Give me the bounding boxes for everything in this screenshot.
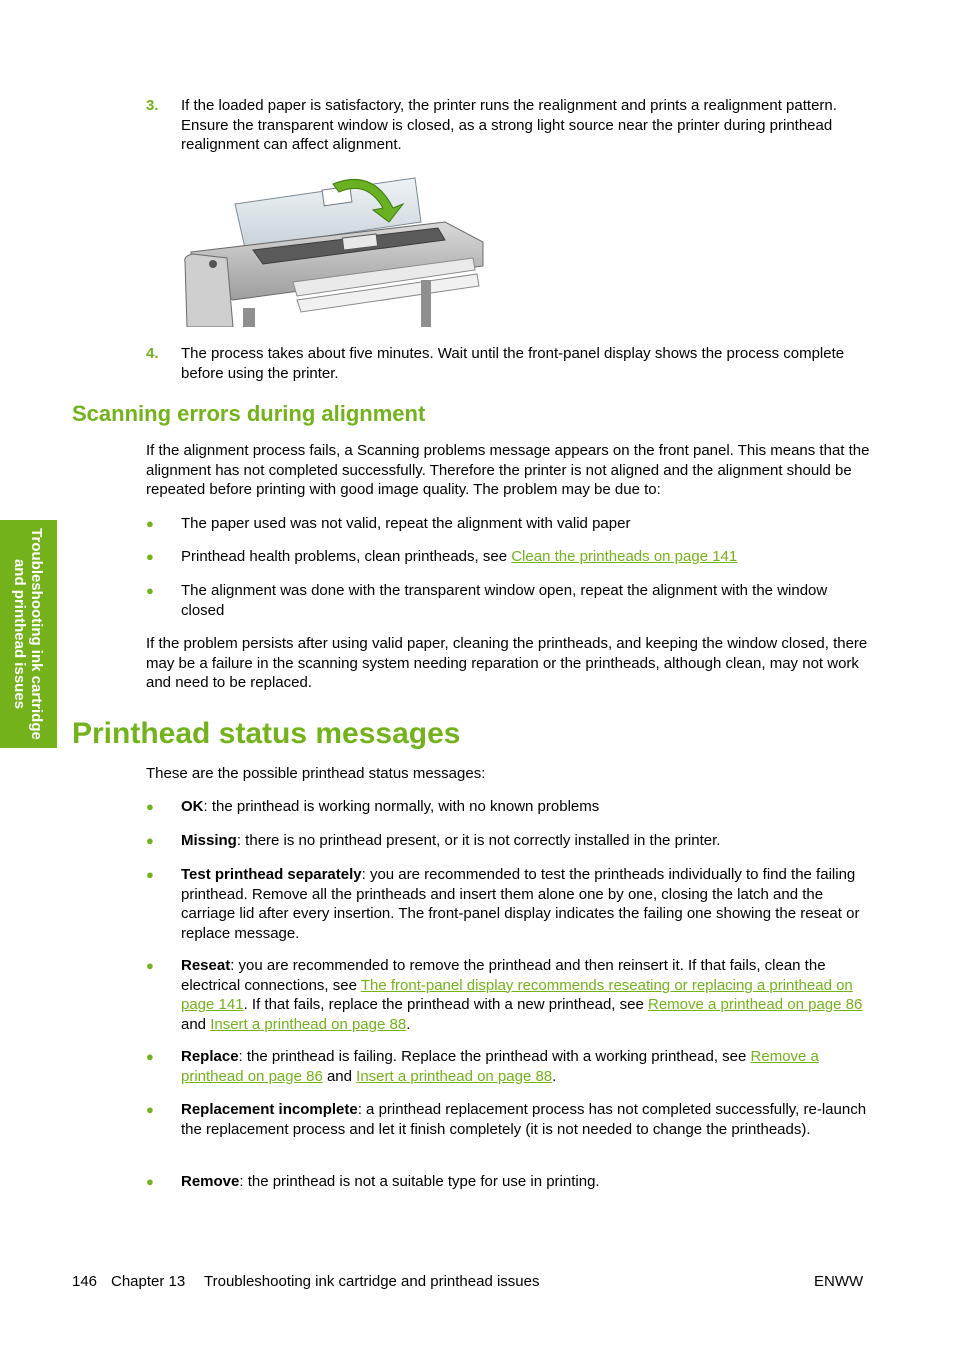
bullet-icon: ● [146, 1174, 154, 1189]
status-desc: : you are recommended to test the printheads individually to find the failing printhead. Remove all the printheads and insert them alone one by one, closing the latch and the carriage lid after every insertion. The front-panel display indicates the failing one showing the reseat or replace message. [181, 866, 860, 942]
scan-bullet-printhead-health [181, 547, 871, 567]
step-3-text: If the loaded paper is satisfactory, the printer runs the realignment and prints a realignment pattern. Ensure the transparent window is closed, as a strong light source near the printer during printhead realignment can affect alignment. [181, 97, 837, 153]
status-term: Replace [181, 1048, 239, 1065]
page-title-printhead-status: Printhead status messages [72, 717, 461, 750]
status-item-test-separately [181, 865, 871, 943]
status-desc: : the printhead is not a suitable type for use in printing. [239, 1173, 600, 1190]
scan-bullet-invalid-paper: The paper used was not valid, repeat the alignment with valid paper [181, 515, 631, 532]
bullet-icon: ● [146, 958, 154, 973]
section-heading-scanning-errors: Scanning errors during alignment [72, 401, 426, 426]
step-4-number: 4. [146, 345, 159, 362]
footer-chapter-title: Troubleshooting ink cartridge and printhead issues [204, 1273, 540, 1290]
status-intro: These are the possible printhead status messages: [146, 765, 486, 782]
status-term: Missing [181, 832, 237, 849]
status-term: Test printhead separately [181, 866, 362, 883]
bullet-icon: ● [146, 799, 154, 814]
printer-window-illustration [183, 170, 489, 327]
link-insert-printhead[interactable]: Insert a printhead on page 88 [210, 1015, 407, 1033]
status-desc: : the printhead is working normally, with no known problems [203, 798, 600, 815]
status-term: Replacement incomplete [181, 1101, 358, 1118]
scan-bullet-window-open: The alignment was done with the transparent window open, repeat the alignment with the window closed [181, 582, 828, 619]
status-desc: : the printhead is failing. Replace the printhead with a working printhead, see [238, 1048, 751, 1065]
status-term: Reseat [181, 957, 231, 974]
scanning-closing-paragraph: If the problem persists after using valid paper, cleaning the printheads, and keeping the window closed, there may be a failure in the scanning system needing reparation or the printheads, although clean, may not work and need to be replaced. [146, 635, 868, 691]
status-desc: : you are recommended to remove the printhead and then reinsert it. If that fails, clean the electrical connections, see [181, 957, 826, 994]
step-4-text: The process takes about five minutes. Wait until the front-panel display shows the process complete before using the printer. [181, 345, 845, 382]
link-remove-printhead[interactable]: Remove a printhead on page 86 [181, 1048, 819, 1085]
status-item-reseat [181, 956, 871, 1034]
bullet-icon: ● [146, 549, 154, 564]
status-desc: and [322, 1067, 357, 1085]
footer-doc-code: ENWW [814, 1273, 864, 1290]
status-desc: . [406, 1015, 411, 1033]
footer-chapter: Chapter 13 [111, 1273, 186, 1290]
status-desc: . [552, 1067, 557, 1085]
status-desc: . If that fails, replace the printhead with a new printhead, see [243, 996, 648, 1013]
footer-page-number: 146 [72, 1273, 98, 1290]
link-insert-printhead[interactable]: Insert a printhead on page 88 [356, 1067, 553, 1085]
status-desc: and [181, 1015, 211, 1033]
scan-bullet-text: Printhead health problems, clean printheads, see [181, 548, 512, 565]
bullet-icon: ● [146, 867, 154, 882]
bullet-icon: ● [146, 583, 154, 598]
link-clean-printheads[interactable]: Clean the printheads on page 141 [511, 548, 738, 565]
status-desc: : there is no printhead present, or it is not correctly installed in the printer. [236, 832, 721, 849]
status-item-replace [181, 1047, 871, 1086]
status-desc: : a printhead replacement process has not completed successfully, re-launch the replacement process and let it finish completely (it is not needed to change the printheads). [181, 1101, 867, 1138]
status-term: Remove [181, 1173, 240, 1190]
status-item-missing [181, 831, 871, 851]
chapter-side-tab [0, 520, 57, 748]
bullet-icon: ● [146, 1049, 154, 1064]
scanning-intro-paragraph: If the alignment process fails, a Scanning problems message appears on the front panel. This means that the alignment has not completed successfully. Therefore the printer is not aligned and the alignment should be repeated before printing with good image quality. The problem may be due to: [146, 442, 870, 498]
link-front-panel-reseat[interactable]: The front-panel display recommends reseating or replacing a printhead on page 141 [181, 976, 853, 1013]
link-remove-printhead[interactable]: Remove a printhead on page 86 [648, 996, 863, 1013]
step-3-number: 3. [146, 97, 159, 114]
bullet-icon: ● [146, 516, 154, 531]
bullet-icon: ● [146, 1102, 154, 1117]
status-item-ok [181, 797, 871, 817]
status-item-remove [181, 1172, 871, 1192]
bullet-icon: ● [146, 833, 154, 848]
status-item-replacement-incomplete [181, 1100, 871, 1139]
status-term: OK [181, 798, 204, 815]
chapter-side-tab-label: Troubleshooting ink cartridge and printhead issues [11, 528, 45, 740]
